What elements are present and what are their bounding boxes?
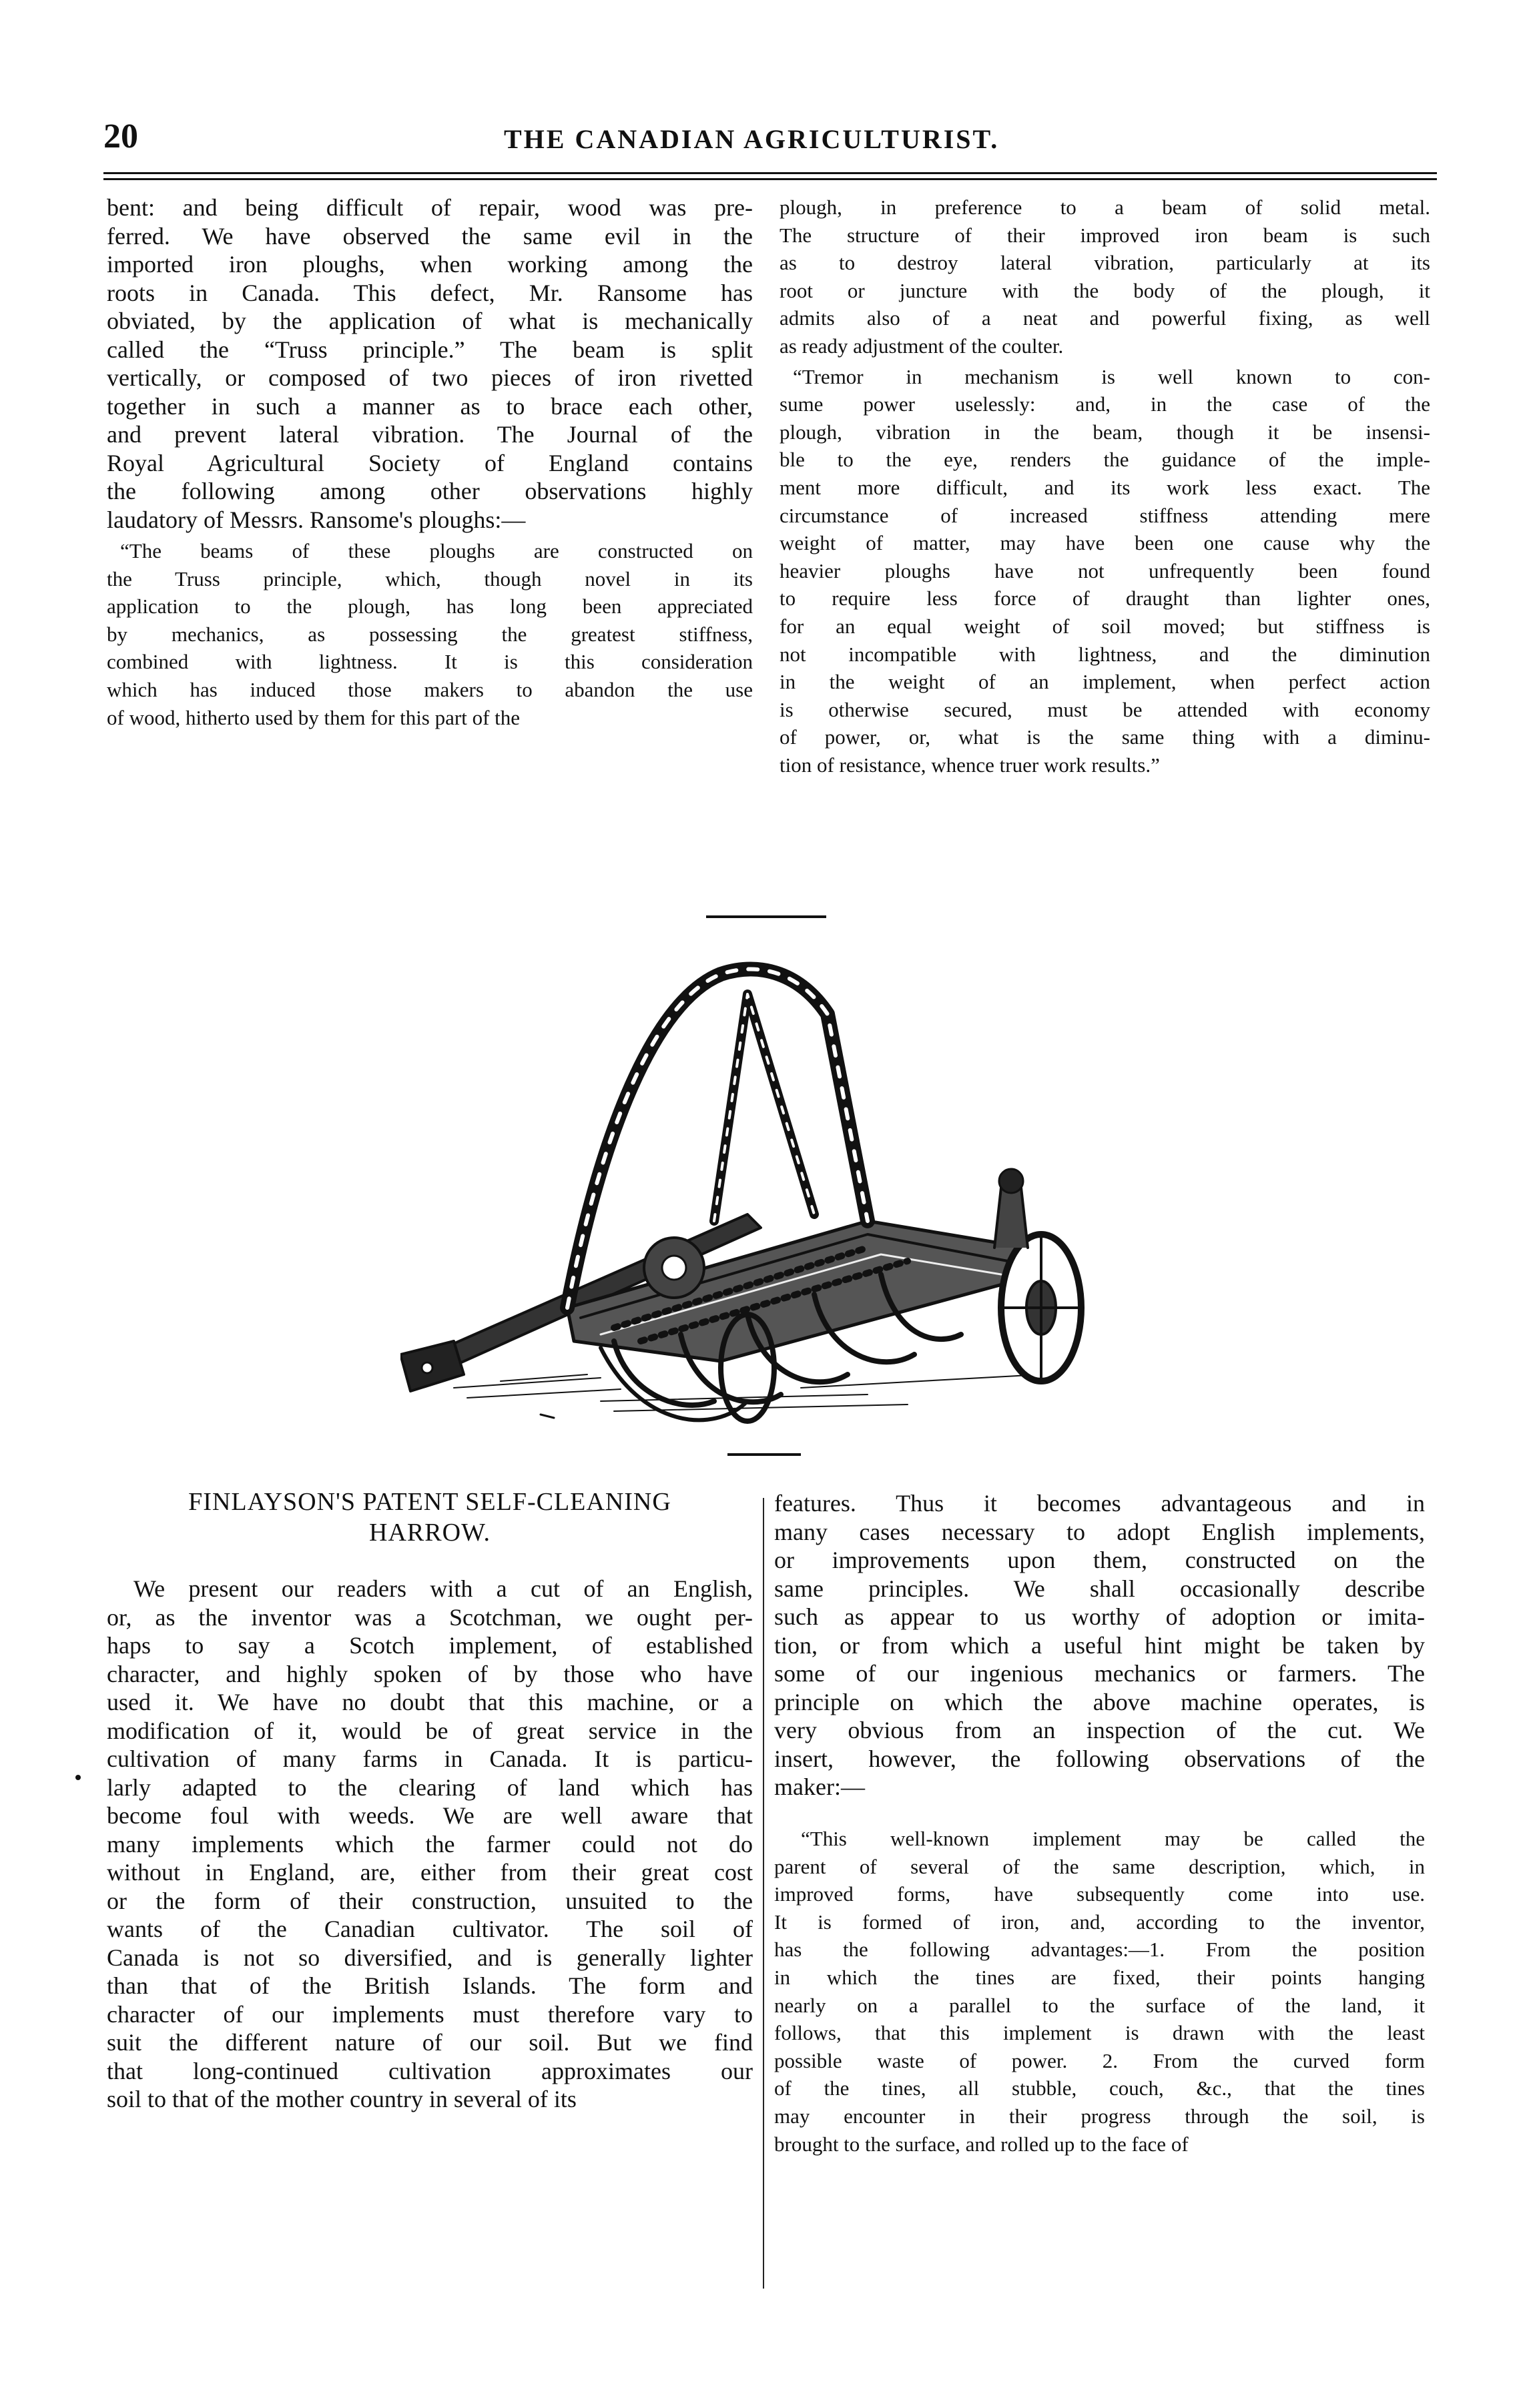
text-line: follows, that this implement is drawn with the least <box>774 2021 1425 2045</box>
text-line: imported iron ploughs, when working among the <box>107 251 753 278</box>
text-line: and prevent lateral vibration. The Journal of the <box>107 421 753 448</box>
text-line: tion, or from which a useful hint might be taken by <box>774 1631 1425 1659</box>
text-line: Royal Agricultural Society of England contains <box>107 449 753 476</box>
text-line: brought to the surface, and rolled up to the face of <box>774 2132 1189 2156</box>
top-left-quote <box>107 537 753 731</box>
text-line: the following among other observations highly <box>107 478 753 504</box>
text-line: ble to the eye, renders the guidance of the imple- <box>780 448 1430 472</box>
text-line: It is formed of iron, and, according to the inventor, <box>774 1910 1425 1934</box>
article-heading <box>107 1487 753 1548</box>
top-right-quote-lines <box>780 363 1430 779</box>
text-line: suit the different nature of our soil. But we find <box>107 2029 753 2056</box>
text-line: of power, or, what is the same thing with a diminu- <box>780 725 1430 749</box>
text-line: cultivation of many farms in Canada. It is particu- <box>107 1745 753 1772</box>
text-line: such as appear to us worthy of adoption or imita- <box>774 1603 1425 1630</box>
text-line: or improvements upon them, constructed on the <box>774 1547 1425 1573</box>
text-line: some of our ingenious mechanics or farmers. The <box>774 1660 1425 1687</box>
text-line: obviated, by the application of what is mechanically <box>107 308 753 334</box>
text-line: nearly on a parallel to the surface of the land, it <box>774 1993 1425 2017</box>
harrow-engraving-icon <box>400 934 1148 1441</box>
text-line: application to the plough, has long been appreciated <box>107 594 753 619</box>
ground-shading <box>454 1374 1041 1411</box>
text-line: many cases necessary to adopt English implements, <box>774 1518 1425 1545</box>
article-left-paragraph <box>107 1575 753 2114</box>
running-title: THE CANADIAN AGRICULTURIST. <box>504 124 1000 154</box>
article-quote <box>774 1825 1425 2158</box>
text-line: “Tremor in mechanism is well known to con- <box>793 364 1430 388</box>
text-line: modification of it, would be of great service in the <box>107 1717 753 1744</box>
text-line: principle on which the above machine operates, is <box>774 1688 1425 1715</box>
text-line: “This well-known implement may be called the <box>801 1827 1425 1850</box>
text-line: insert, however, the following observations of the <box>774 1745 1425 1772</box>
text-line: character, and highly spoken of by those who have <box>107 1660 753 1687</box>
text-line: as to destroy lateral vibration, particularly at its <box>780 251 1430 275</box>
text-line: admits also of a neat and powerful fixing, as well <box>780 306 1430 330</box>
text-line: roots in Canada. This defect, Mr. Ransome has <box>107 279 753 306</box>
text-line: bent: and being difficult of repair, wood was pre- <box>107 194 753 221</box>
text-line: The structure of their improved iron beam is such <box>780 223 1430 247</box>
text-line: possible waste of power. 2. From the curved form <box>774 2048 1425 2072</box>
article-left-column <box>107 1575 753 2114</box>
text-line: weight of matter, may have been one cause why the <box>780 531 1430 555</box>
text-line: laudatory of Messrs. Ransome's ploughs:— <box>107 506 526 533</box>
top-left-column <box>107 193 753 534</box>
text-line: which has induced those makers to abandon the use <box>107 677 753 701</box>
top-left-paragraph <box>107 193 753 534</box>
text-line: for an equal weight of soil moved; but stiffness is <box>780 614 1430 638</box>
top-right-column <box>780 193 1430 779</box>
text-line: many implements which the farmer could not do <box>107 1830 753 1858</box>
text-line: maker:— <box>774 1773 865 1800</box>
text-line: same principles. We shall occasionally describe <box>774 1575 1425 1602</box>
text-line: has the following advantages:—1. From the position <box>774 1938 1425 1962</box>
text-line: of the tines, all stubble, couch, &c., that the tines <box>774 2076 1425 2100</box>
text-line: as ready adjustment of the coulter. <box>780 334 1064 358</box>
text-line: “The beams of these ploughs are constructed on <box>120 539 753 562</box>
text-line: vertically, or composed of two pieces of iron rivetted <box>107 364 753 391</box>
text-line: in which the tines are fixed, their points hanging <box>774 1965 1425 1989</box>
text-line: is otherwise secured, must be attended with economy <box>780 697 1430 721</box>
text-line: features. Thus it becomes advantageous and in <box>774 1490 1425 1517</box>
text-line: very obvious from an inspection of the cut. We <box>774 1717 1425 1743</box>
text-line: wants of the Canadian cultivator. The soil of <box>107 1916 753 1942</box>
top-right-paragraph <box>780 193 1430 360</box>
text-line: ferred. We have observed the same evil in the <box>107 222 753 250</box>
text-line: sume power uselessly: and, in the case of the <box>780 392 1430 416</box>
text-line: to require less force of draught than lighter ones, <box>780 586 1430 611</box>
article-right-paragraph <box>774 1489 1425 1801</box>
text-line: root or juncture with the body of the plough, it <box>780 278 1430 302</box>
text-line: of wood, hitherto used by them for this part of the <box>107 705 521 729</box>
header-rule <box>103 172 1437 174</box>
text-line: plough, vibration in the beam, though it be insensi- <box>780 420 1430 444</box>
text-line: improved forms, have subsequently come into use. <box>774 1882 1425 1906</box>
page-number: 20 <box>103 117 138 155</box>
text-line: used it. We have no doubt that this machine, or a <box>107 1689 753 1715</box>
text-line: soil to that of the mother country in several of its <box>107 2086 577 2112</box>
text-line: larly adapted to the clearing of land which has <box>107 1773 753 1801</box>
article-quote-lines <box>774 1825 1425 2158</box>
text-line: plough, in preference to a beam of solid metal. <box>780 195 1430 219</box>
column-divider <box>763 1498 764 2289</box>
text-line: that long-continued cultivation approximates our <box>107 2057 753 2084</box>
text-line: in the weight of an implement, when perfect action <box>780 670 1430 694</box>
header-rule-double <box>103 178 1437 180</box>
text-line: called the “Truss principle.” The beam is split <box>107 336 753 363</box>
text-line: without in England, are, either from their great cost <box>107 1859 753 1886</box>
text-line: tion of resistance, whence truer work results.” <box>780 753 1160 777</box>
section-rule <box>706 915 826 918</box>
text-line: haps to say a Scotch implement, of established <box>107 1632 753 1659</box>
page-header <box>103 117 1438 163</box>
text-line: may encounter in their progress through the soil, is <box>774 2104 1425 2128</box>
text-line: the Truss principle, which, though novel in its <box>107 566 753 590</box>
section-rule <box>727 1453 801 1456</box>
text-line: by mechanics, as possessing the greatest stiffness, <box>107 622 753 646</box>
top-left-quote-lines <box>107 537 753 731</box>
text-line: We present our readers with a cut of an English, <box>133 1575 753 1602</box>
text-line: parent of several of the same description, which, in <box>774 1854 1425 1878</box>
article-title-line1: FINLAYSON'S PATENT SELF-CLEANING <box>188 1488 671 1516</box>
text-line: than that of the British Islands. The form and <box>107 1972 753 1999</box>
margin-dot <box>75 1775 81 1780</box>
text-line: or the form of their construction, unsuited to the <box>107 1887 753 1914</box>
text-line: together in such a manner as to brace each other, <box>107 392 753 420</box>
text-line: ment more difficult, and its work less exact. The <box>780 475 1430 499</box>
text-line: heavier ploughs have not unfrequently been found <box>780 558 1430 582</box>
article-right-column <box>774 1489 1425 1801</box>
text-line: circumstance of increased stiffness attending mere <box>780 503 1430 527</box>
text-line: become foul with weeds. We are well aware that <box>107 1802 753 1829</box>
text-line: not incompatible with lightness, and the diminution <box>780 642 1430 666</box>
article-title-line2: HARROW. <box>369 1519 491 1547</box>
text-line: character of our implements must therefore vary to <box>107 2000 753 2028</box>
text-line: combined with lightness. It is this consideration <box>107 650 753 674</box>
text-line: Canada is not so diversified, and is generally lighter <box>107 1944 753 1971</box>
text-line: or, as the inventor was a Scotchman, we ought per- <box>107 1603 753 1631</box>
